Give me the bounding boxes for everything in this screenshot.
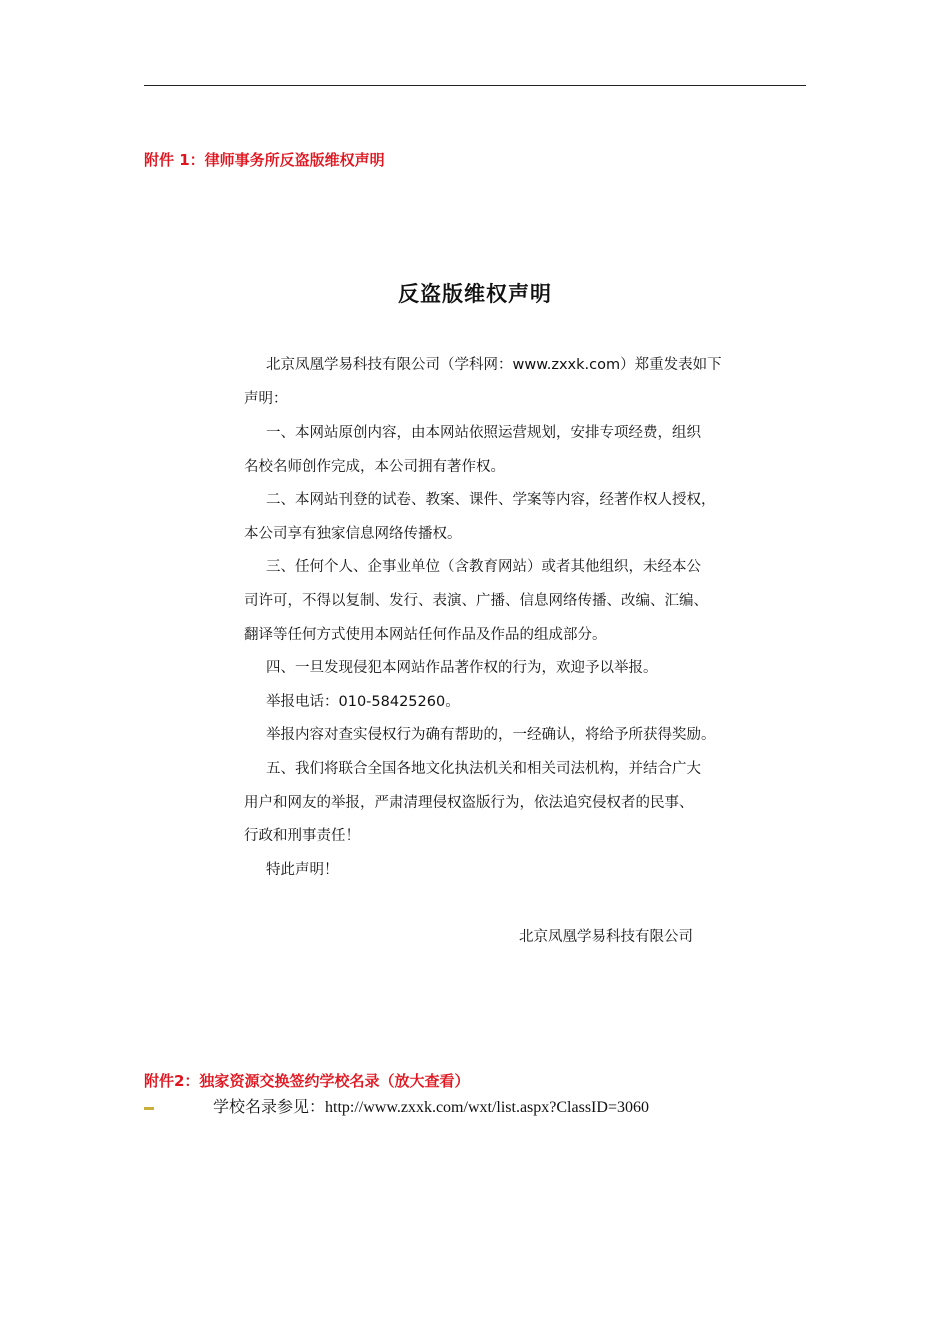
company-signature: 北京凤凰学易科技有限公司 xyxy=(519,929,693,945)
header-rule xyxy=(144,85,806,86)
statement-line: 北京凤凰学易科技有限公司（学科网：www.zxxk.com）郑重发表如下 xyxy=(266,357,722,373)
statement-line: 行政和刑事责任！ xyxy=(244,828,360,844)
statement-line: 特此声明！ xyxy=(266,862,339,878)
statement-line: 名校名师创作完成，本公司拥有著作权。 xyxy=(244,459,505,475)
statement-title: 反盗版维权声明 xyxy=(398,282,552,306)
statement-line: 举报内容对查实侵权行为确有帮助的，一经确认，将给予所获得奖励。 xyxy=(266,727,716,743)
statement-line: 司许可，不得以复制、发行、表演、广播、信息网络传播、改编、汇编、 xyxy=(244,593,708,609)
statement-line: 三、任何个人、企事业单位（含教育网站）或者其他组织，未经本公 xyxy=(266,559,701,575)
statement-line: 四、一旦发现侵犯本网站作品著作权的行为，欢迎予以举报。 xyxy=(266,660,658,676)
statement-line: 本公司享有独家信息网络传播权。 xyxy=(244,526,462,542)
school-list-link[interactable]: 学校名录参见：http://www.zxxk.com/wxt/list.aspx?ClassID=3060 xyxy=(213,1099,649,1116)
statement-line: 声明： xyxy=(244,391,288,407)
appendix-2-heading: 附件2：独家资源交换签约学校名录（放大查看） xyxy=(144,1072,470,1090)
statement-line: 二、本网站刊登的试卷、教案、课件、学案等内容，经著作权人授权， xyxy=(266,492,716,508)
appendix-1-heading: 附件 1：律师事务所反盗版维权声明 xyxy=(144,151,385,169)
statement-line: 用户和网友的举报，严肃清理侵权盗版行为，依法追究侵权者的民事、 xyxy=(244,795,694,811)
statement-line: 一、本网站原创内容，由本网站依照运营规划，安排专项经费，组织 xyxy=(266,425,701,441)
edit-mark xyxy=(144,1107,154,1110)
statement-line: 举报电话：010-58425260。 xyxy=(266,694,460,710)
statement-line: 翻译等任何方式使用本网站任何作品及作品的组成部分。 xyxy=(244,627,607,643)
statement-line: 五、我们将联合全国各地文化执法机关和相关司法机构，并结合广大 xyxy=(266,761,701,777)
